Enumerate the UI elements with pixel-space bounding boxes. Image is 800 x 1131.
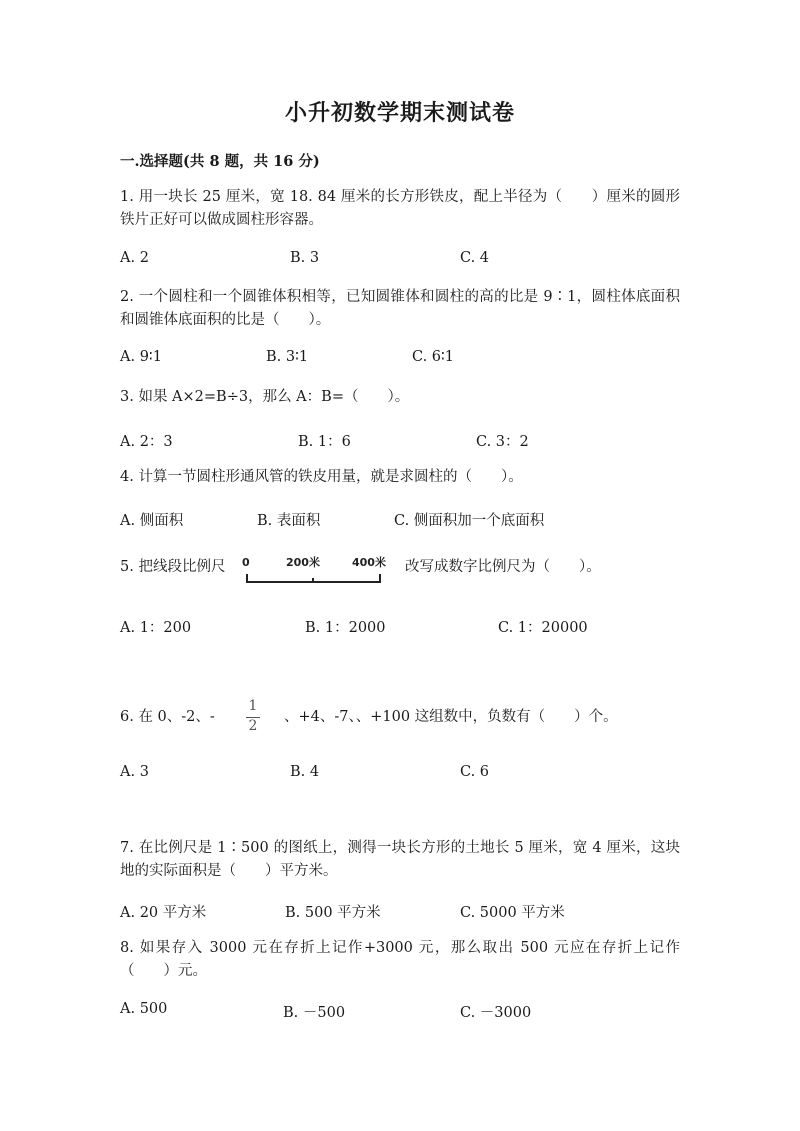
fraction-denominator: 2 (248, 718, 258, 734)
fraction-one-half (244, 698, 262, 736)
question-3: 3. 如果 A×2=B÷3，那么 A：B=（ ）。 (120, 389, 410, 405)
fraction-numerator: 1 (248, 698, 258, 714)
question-6-suffix: 、+4、-7、、+100 这组数中，负数有（ ）个。 (284, 709, 618, 725)
question-5-suffix: 改写成数字比例尺为（ ）。 (405, 559, 601, 575)
q4-option-c: C. 侧面积加一个底面积 (394, 513, 545, 529)
line-segment-scale-figure (240, 554, 390, 588)
q1-option-a: A. 2 (120, 250, 149, 266)
question-2: 2. 一个圆柱和一个圆锥体积相等，已知圆锥体和圆柱的高的比是 9∶1，圆柱体底面积和圆锥体底面积的比是（ ）。 (120, 289, 680, 328)
q4-option-a: A. 侧面积 (120, 513, 184, 529)
scale-label-400: 400米 (352, 556, 386, 569)
page-title: 小升初数学期末测试卷 (284, 100, 515, 126)
q2-option-c: C. 6∶1 (412, 349, 455, 365)
q2-option-b: B. 3∶1 (266, 349, 309, 365)
question-5-prefix: 5. 把线段比例尺 (120, 559, 226, 575)
q4-option-b: B. 表面积 (257, 513, 321, 529)
q3-option-a: A. 2：3 (120, 434, 173, 450)
q7-option-a: A. 20 平方米 (120, 905, 207, 921)
q2-option-a: A. 9∶1 (120, 349, 162, 365)
q8-option-c: C. －3000 (460, 1005, 532, 1021)
q5-option-a: A. 1：200 (120, 620, 192, 636)
question-6-prefix: 6. 在 0、-2、- (120, 709, 215, 725)
question-4: 4. 计算一节圆柱形通风管的铁皮用量，就是求圆柱的（ ）。 (120, 469, 523, 485)
q8-option-b: B. －500 (283, 1005, 346, 1021)
q5-option-b: B. 1：2000 (305, 620, 386, 636)
q6-option-c: C. 6 (460, 764, 490, 780)
q3-option-b: B. 1：6 (298, 434, 351, 450)
question-8: 8. 如果存入 3000 元在存折上记作+3000 元，那么取出 500 元应在存折上记作（ ）元。 (120, 940, 680, 979)
q5-option-c: C. 1：20000 (498, 620, 588, 636)
scale-label-0: 0 (242, 556, 250, 569)
q6-option-b: B. 4 (290, 764, 320, 780)
section-heading: 一.选择题(共 8 题，共 16 分) (120, 153, 320, 170)
scale-bar-line (247, 574, 380, 582)
q3-option-c: C. 3：2 (476, 434, 529, 450)
q7-option-b: B. 500 平方米 (285, 905, 381, 921)
scale-label-200: 200米 (286, 556, 320, 569)
q1-option-c: C. 4 (460, 250, 490, 266)
question-1: 1. 用一块长 25 厘米，宽 18. 84 厘米的长方形铁皮，配上半径为（ ）厘米的圆形铁片正好可以做成圆柱形容器。 (120, 189, 680, 228)
q6-option-a: A. 3 (120, 764, 149, 780)
question-7: 7. 在比例尺是 1∶500 的图纸上，测得一块长方形的土地长 5 厘米，宽 4 厘米，这块地的实际面积是（ ）平方米。 (120, 840, 680, 879)
q7-option-c: C. 5000 平方米 (460, 905, 565, 921)
q8-option-a: A. 500 (120, 1001, 168, 1017)
q1-option-b: B. 3 (290, 250, 320, 266)
